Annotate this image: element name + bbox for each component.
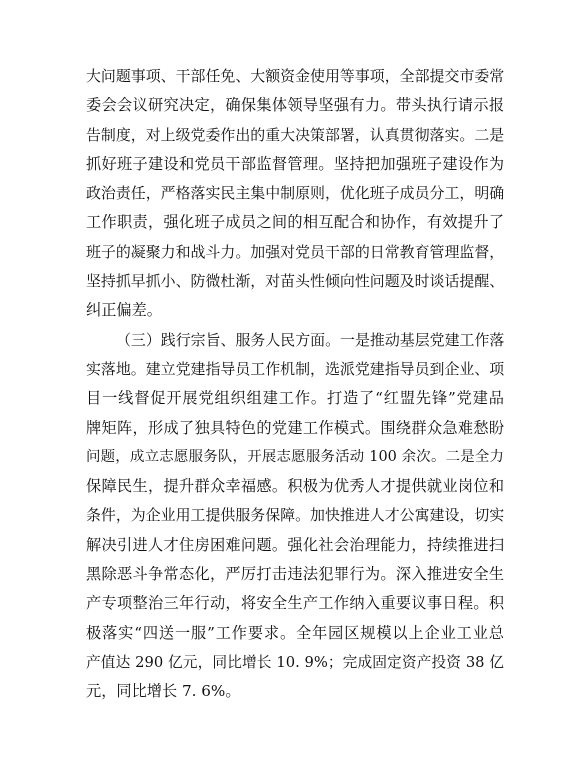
text-line: 解决引进人才住房困难问题。强化社会治理能力，持续推进扫 [86, 535, 504, 554]
section-heading-line: （三）践行宗旨、服务人民方面。一是推动基层党建工作落 [116, 330, 504, 349]
text-line: 牌矩阵，形成了独具特色的党建工作模式。围绕群众急难愁盼 [86, 418, 504, 437]
text-line: 极落实“四送一服”工作要求。全年园区规模以上企业工业总 [86, 623, 504, 642]
text-line: 工作职责，强化班子成员之间的相互配合和协作，有效提升了 [86, 213, 504, 232]
text-line: 抓好班子建设和党员干部监督管理。坚持把加强班子建设作为 [86, 154, 504, 173]
text-line: 大问题事项、干部任免、大额资金使用等事项，全部提交市委常 [86, 67, 504, 85]
text-line: 委会会议研究决定，确保集体领导坚强有力。带头执行请示报 [86, 96, 504, 115]
text-line: 保障民生，提升群众幸福感。积极为优秀人才提供就业岗位和 [86, 477, 504, 496]
text-line: 坚持抓早抓小、防微杜渐，对苗头性倾向性问题及时谈话提醒、 [86, 272, 504, 291]
text-line: 班子的凝聚力和战斗力。加强对党员干部的日常教育管理监督， [86, 242, 504, 261]
text-line: 告制度，对上级党委作出的重大决策部署，认真贯彻落实。二是 [86, 125, 504, 144]
text-line: 问题，成立志愿服务队，开展志愿服务活动 100 余次。二是全力 [86, 448, 504, 465]
text-line: 条件，为企业用工提供服务保障。加快推进人才公寓建设，切实 [86, 506, 504, 525]
text-line: 产专项整治三年行动，将安全生产工作纳入重要议事日程。积 [86, 594, 504, 613]
text-line: 目一线督促开展党组织组建工作。打造了“红盟先锋”党建品 [86, 389, 504, 408]
document-body [86, 62, 504, 707]
text-line: 产值达 290 亿元，同比增长 10. 9%；完成固定资产投资 38 亿 [86, 653, 504, 671]
text-line: 黑除恶斗争常态化，严厉打击违法犯罪行为。深入推进安全生 [86, 565, 504, 584]
text-line: 元，同比增长 7. 6%。 [86, 682, 241, 701]
text-line: 实落地。建立党建指导员工作机制，选派党建指导员到企业、项 [86, 359, 504, 378]
text-line: 政治责任，严格落实民主集中制原则，优化班子成员分工，明确 [86, 184, 504, 203]
text-line: 纠正偏差。 [86, 301, 162, 320]
